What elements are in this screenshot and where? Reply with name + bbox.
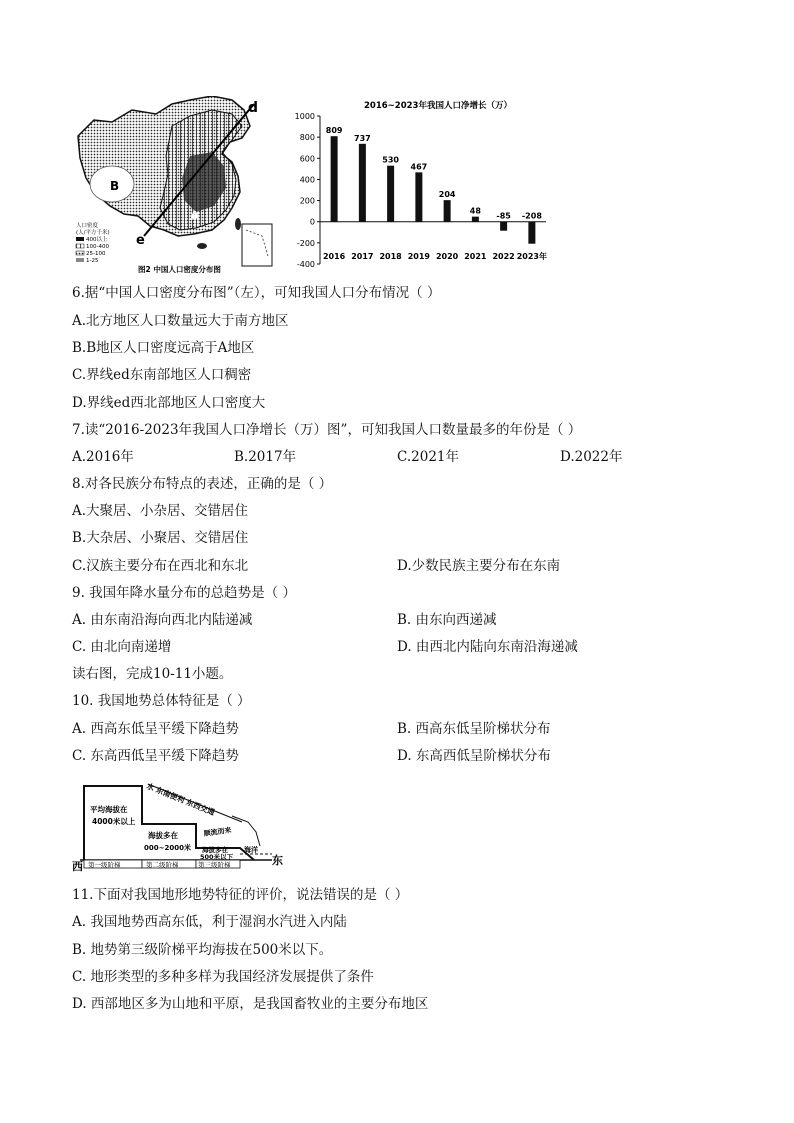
chart-data-label: 467: [410, 162, 428, 172]
svg-text:400以上: 400以上: [86, 237, 108, 243]
q8-stem: 8.对各民族分布特点的表述，正确的是（ ）: [72, 476, 333, 492]
svg-text:25-100: 25-100: [86, 251, 106, 257]
chart-y-tick-label: 800: [299, 133, 315, 143]
map-label-d: d: [248, 100, 259, 116]
svg-text:第一级阶梯: 第一级阶梯: [88, 861, 121, 869]
svg-text:海洋: 海洋: [244, 846, 258, 854]
chart-bar: [444, 200, 451, 222]
map-label-a: A: [190, 209, 200, 223]
chart-category-label: 2023年: [516, 252, 548, 261]
q8-option-d[interactable]: D.少数民族主要分布在东南: [397, 558, 561, 574]
population-growth-chart: [288, 96, 550, 272]
q8-option-a[interactable]: A.大聚居、小杂居、交错居住: [72, 503, 249, 519]
q10-option-c[interactable]: C. 东高西低呈平缓下降趋势: [72, 748, 239, 764]
map-caption: 图2 中国人口密度分布图: [138, 265, 221, 274]
chart-data-label: 809: [325, 126, 343, 136]
q6-stem: 6.据“中国人口密度分布图”（左），可知我国人口分布情况（ ）: [72, 285, 441, 301]
svg-text:水 东南便利 东西交通: 水 东南便利 东西交通: [145, 781, 217, 818]
chart-data-label: 204: [438, 190, 456, 200]
q10-option-d[interactable]: D. 东高西低呈阶梯状分布: [397, 748, 551, 764]
q7-option-d[interactable]: D.2022年: [560, 449, 623, 465]
q6-option-b[interactable]: B.B地区人口密度远高于A地区: [72, 340, 255, 356]
q11-stem: 11.下面对我国地形地势特征的评价，说法错误的是（ ）: [72, 887, 409, 903]
svg-text:100-400: 100-400: [86, 244, 109, 250]
svg-text:500米以下: 500米以下: [200, 853, 234, 861]
q6-option-a[interactable]: A.北方地区人口数量远大于南方地区: [72, 313, 289, 329]
chart-category-label: 2022: [492, 252, 515, 261]
chart-bar: [359, 144, 366, 222]
chart-data-label: 737: [354, 133, 371, 143]
chart-data-label: -85: [496, 211, 511, 221]
svg-text:4000米以上: 4000米以上: [92, 817, 136, 826]
q9-option-d[interactable]: D. 由西北内陆向东南沿海递减: [397, 639, 578, 655]
q11-option-c[interactable]: C. 地形类型的多种多样为我国经济发展提供了条件: [72, 969, 374, 985]
chart-bar: [500, 222, 507, 231]
chart-y-tick-label: 0: [309, 217, 315, 227]
chart-y-tick-label: -400: [296, 260, 315, 269]
svg-text:000~2000米: 000~2000米: [144, 844, 191, 852]
q10-option-a[interactable]: A. 西高东低呈平缓下降趋势: [72, 721, 239, 737]
chart-y-tick-label: 600: [299, 154, 315, 164]
terrain-west-label: 西: [72, 860, 83, 872]
q9-option-a[interactable]: A. 由东南沿海向西北内陆递减: [72, 612, 253, 628]
chart-bar: [331, 136, 338, 222]
chart-category-label: 2018: [379, 252, 402, 261]
map-label-e: e: [136, 233, 145, 248]
chart-y-tick-label: 1000: [294, 112, 315, 121]
map-label-b: B: [110, 179, 120, 193]
chart-y-tick-label: -200: [296, 238, 315, 248]
chart-bar: [387, 166, 394, 222]
svg-text:人口密度: 人口密度: [76, 223, 99, 229]
chart-category-label: 2020: [435, 252, 459, 261]
q11-option-d[interactable]: D. 西部地区多为山地和平原，是我国畜牧业的主要分布地区: [72, 996, 429, 1012]
svg-text:1-25: 1-25: [86, 258, 99, 264]
chart-data-label: 48: [469, 206, 481, 216]
chart-data-label: 530: [382, 155, 399, 165]
svg-text:顺流而来: 顺流而来: [203, 826, 233, 838]
svg-text:海拔多在: 海拔多在: [202, 846, 228, 854]
q10-option-b[interactable]: B. 西高东低呈阶梯状分布: [397, 721, 551, 737]
terrain-east-label: 东: [272, 854, 283, 867]
q11-option-b[interactable]: B. 地势第三级阶梯平均海拔在500米以下。: [72, 942, 333, 958]
population-density-map: [72, 96, 284, 274]
q7-option-c[interactable]: C.2021年: [397, 449, 459, 465]
q6-option-d[interactable]: D.界线ed西北部地区人口密度大: [72, 395, 266, 411]
chart-data-label: -208: [521, 211, 542, 221]
q11-option-a[interactable]: A. 我国地势西高东低，利于湿润水汽进入内陆: [72, 914, 347, 930]
q7-option-b[interactable]: B.2017年: [234, 449, 297, 465]
q8-option-b[interactable]: B.大杂居、小聚居、交错居住: [72, 530, 249, 546]
q6-option-c[interactable]: C.界线ed东南部地区人口稠密: [72, 367, 252, 383]
svg-text:第二级阶梯: 第二级阶梯: [146, 861, 179, 869]
q10-stem: 10. 我国地势总体特征是（ ）: [72, 693, 251, 709]
chart-title: 2016~2023年我国人口净增长（万）: [364, 101, 512, 111]
svg-text:第三级阶梯: 第三级阶梯: [198, 861, 231, 869]
chart-category-label: 2017: [351, 252, 374, 261]
q7-option-a[interactable]: A.2016年: [72, 449, 134, 465]
q9-option-c[interactable]: C. 由北向南递增: [72, 639, 172, 655]
map-legend: [74, 220, 132, 268]
chart-bar: [472, 217, 479, 222]
chart-y-tick-label: 200: [299, 196, 315, 206]
chart-bar: [415, 172, 422, 221]
chart-category-label: 2019: [407, 252, 431, 261]
svg-text:平均海拔在: 平均海拔在: [90, 805, 128, 814]
q7-stem: 7.读“2016-2023年我国人口净增长（万）图”，可知我国人口数量最多的年份是（ ）: [72, 422, 582, 438]
intro-10-11: 读右图，完成10-11小题。: [72, 666, 233, 682]
chart-category-label: 2021: [464, 252, 487, 261]
svg-text:海拔多在: 海拔多在: [148, 831, 178, 840]
chart-category-label: 2016: [322, 252, 346, 261]
chart-bar: [528, 222, 535, 244]
q9-option-b[interactable]: B. 由东向西递减: [397, 612, 497, 628]
q9-stem: 9. 我国年降水量分布的总趋势是（ ）: [72, 585, 296, 601]
q8-option-c[interactable]: C.汉族主要分布在西北和东北: [72, 558, 249, 574]
chart-y-tick-label: 400: [299, 175, 315, 185]
svg-text:(人/平方千米): (人/平方千米): [76, 230, 110, 236]
terrain-steps-diagram: [72, 776, 288, 872]
